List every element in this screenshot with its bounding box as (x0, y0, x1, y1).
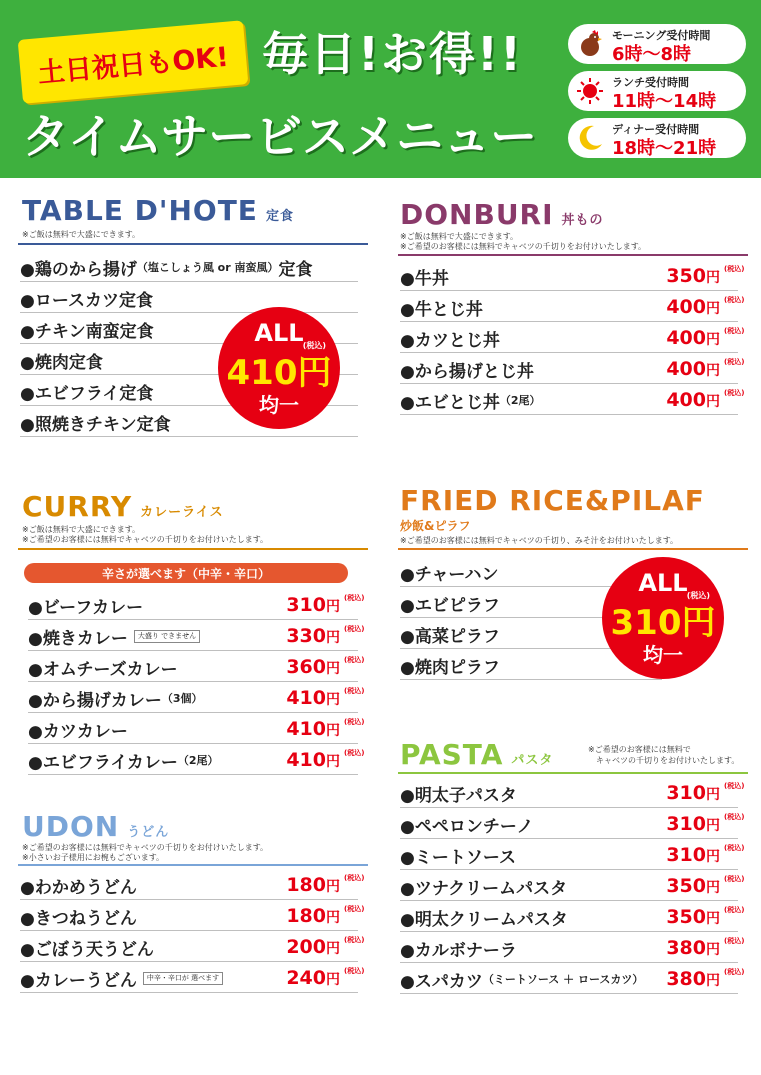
menu-item-name: ●カツカレー (28, 721, 128, 742)
pasta-jp: パスタ (511, 753, 554, 768)
price-yen: 円 (706, 942, 720, 958)
tax-included-note: (税込) (724, 327, 745, 335)
tax-included-note: (税込) (724, 906, 745, 914)
price-value: 400 (666, 327, 706, 349)
badge-all-text: ALL (254, 319, 304, 347)
donburi-menu-row (400, 355, 745, 384)
price-yen: 円 (326, 879, 340, 895)
badge-price-text: 310円 (610, 603, 716, 643)
tax-included-note: (税込) (344, 936, 365, 944)
table-dhote-menu-row (20, 284, 358, 313)
menu-item-name: ●牛とじ丼 (400, 299, 483, 320)
menu-item-name: ●ロースカツ定食 (20, 290, 153, 311)
udon-menu-row (20, 933, 365, 962)
tax-included-note: (税込) (344, 749, 365, 757)
dinner-hours: 18時〜21時 (612, 138, 717, 159)
price-yen: 円 (326, 599, 340, 615)
menu-item-box-note: 中辛・辛口が 選べます (143, 972, 223, 985)
menu-item-name: ●スパカツ (400, 971, 483, 992)
udon-title-text: UDON (22, 810, 120, 843)
price-value: 410 (286, 749, 326, 771)
price-value: 400 (666, 389, 706, 411)
menu-item-price (666, 327, 720, 349)
menu-item-price (286, 874, 340, 896)
pasta-title (400, 738, 553, 771)
moon-icon (574, 122, 606, 154)
menu-item-name: ●オムチーズカレー (28, 659, 178, 680)
donburi-note2: ※ご希望のお客様には無料でキャベツの千切りをお付けいたします。 (400, 242, 647, 251)
curry-menu-row (28, 622, 365, 651)
menu-item-name: ●ツナクリームパスタ (400, 878, 568, 899)
menu-item-price (666, 875, 720, 897)
menu-item-price (286, 967, 340, 989)
menu-item-note: （3個） (161, 692, 203, 705)
donburi-menu-row (400, 262, 745, 291)
menu-item-price (666, 296, 720, 318)
pasta-menu-row (400, 965, 745, 994)
price-yen: 円 (706, 363, 720, 379)
udon-rule (18, 864, 368, 866)
tax-included-note: (税込) (344, 874, 365, 882)
menu-item-name: ●エビフライカレー (28, 752, 178, 773)
menu-item-name: ●カレーうどん (20, 970, 137, 991)
badge-even-text: 均一 (259, 393, 299, 417)
pasta-menu-row (400, 779, 745, 808)
table-dhote-title-text: TABLE D'HOTE (22, 194, 258, 227)
menu-item-name: ●チキン南蛮定食 (20, 321, 154, 342)
tax-included-note: (税込) (724, 358, 745, 366)
tax-included-note: (税込) (724, 813, 745, 821)
menu-item-price (666, 265, 720, 287)
table-dhote-menu-row (20, 253, 358, 282)
badge-price-text: 410円 (226, 353, 332, 393)
price-value: 310 (666, 813, 706, 835)
tax-included-note: (税込) (724, 875, 745, 883)
fried-rice-title: FRIED RICE&PILAF (400, 484, 705, 517)
price-value: 310 (666, 782, 706, 804)
price-yen: 円 (706, 270, 720, 286)
menu-item-price (666, 782, 720, 804)
menu-item-price (286, 936, 340, 958)
table-dhote-title (22, 194, 294, 227)
menu-item-name: ●から揚げカレー (28, 690, 162, 711)
badge-all-text: ALL (638, 569, 688, 597)
morning-hours: 6時〜8時 (612, 44, 692, 65)
price-yen: 円 (326, 723, 340, 739)
menu-item-name: ●焼きカレー (28, 628, 128, 649)
donburi-menu-row (400, 386, 745, 415)
price-value: 350 (666, 906, 706, 928)
pasta-menu-row (400, 872, 745, 901)
menu-item-name: ●ごぼう天うどん (20, 939, 154, 960)
dinner-label: ディナー受付時間 (612, 123, 700, 136)
tax-included-note: (税込) (724, 296, 745, 304)
fried-rice-note: ※ご希望のお客様には無料でキャベツの千切り、みそ汁をお付けいたします。 (400, 536, 679, 545)
price-value: 240 (286, 967, 326, 989)
menu-item-name: ●焼肉定食 (20, 352, 103, 373)
menu-item-price (666, 937, 720, 959)
price-value: 180 (286, 874, 326, 896)
price-yen: 円 (326, 972, 340, 988)
tax-included-note: (税込) (724, 844, 745, 852)
price-value: 310 (666, 844, 706, 866)
tax-included-note: (税込) (344, 656, 365, 664)
table-dhote-jp: 定食 (265, 209, 294, 224)
price-value: 360 (286, 656, 326, 678)
pasta-rule (398, 772, 748, 774)
price-value: 310 (286, 594, 326, 616)
tax-included-note: (税込) (724, 782, 745, 790)
price-yen: 円 (326, 692, 340, 708)
header-title: タイムサービスメニュー (22, 110, 538, 165)
menu-item-name: ●きつねうどん (20, 908, 137, 929)
fried-rice-jp: 炒飯&ピラフ (400, 519, 471, 533)
menu-item-name: ●エビピラフ (400, 595, 500, 616)
price-yen: 円 (706, 818, 720, 834)
curry-note2: ※ご希望のお客様には無料でキャベツの千切りをお付けいたします。 (22, 535, 269, 544)
curry-menu-row (28, 715, 365, 744)
menu-item-price (286, 718, 340, 740)
menu-item-note: （ミートソース ＋ ロースカツ） (482, 973, 644, 986)
menu-item-note: （塩こしょう風 or 南蛮風） (136, 261, 279, 274)
udon-menu-row (20, 964, 365, 993)
menu-item-name: ●わかめうどん (20, 877, 137, 898)
menu-item-price (286, 656, 340, 678)
price-value: 400 (666, 296, 706, 318)
menu-item-name: ●ビーフカレー (28, 597, 144, 618)
curry-menu-row (28, 684, 365, 713)
donburi-rule (398, 254, 748, 256)
menu-item-note: （2尾） (177, 754, 219, 767)
menu-item-name-tail: 定食 (278, 259, 313, 280)
menu-item-price (286, 625, 340, 647)
tax-included-note: (税込) (344, 625, 365, 633)
menu-item-box-note: 大盛り できません (134, 630, 200, 643)
menu-item-name: ●照焼きチキン定食 (20, 414, 171, 435)
udon-jp: うどん (127, 825, 170, 840)
price-yen: 円 (326, 630, 340, 646)
pasta-note1: ※ご希望のお客様には無料で (588, 745, 691, 754)
price-value: 400 (666, 358, 706, 380)
udon-note1: ※ご希望のお客様には無料でキャベツの千切りをお付けいたします。 (22, 843, 269, 852)
price-value: 380 (666, 968, 706, 990)
pasta-menu-row (400, 841, 745, 870)
curry-jp: カレーライス (140, 505, 224, 520)
price-yen: 円 (706, 301, 720, 317)
table-dhote-price-badge (218, 307, 340, 429)
menu-item-price (666, 906, 720, 928)
menu-item-name: ●鶏のから揚げ (20, 259, 137, 280)
pasta-menu-row (400, 903, 745, 932)
tax-included-note: (税込) (724, 389, 745, 397)
menu-item-name: ●焼肉ピラフ (400, 657, 500, 678)
menu-item-name: ●牛丼 (400, 268, 449, 289)
lunch-label: ランチ受付時間 (612, 76, 689, 89)
price-yen: 円 (706, 880, 720, 896)
badge-tax-text: (税込) (302, 341, 326, 350)
spicy-choice-banner: 辛さが選べます（中辛・辛口） (24, 563, 348, 583)
tax-included-note: (税込) (724, 937, 745, 945)
donburi-note1: ※ご飯は無料で大盛にできます。 (400, 232, 519, 241)
donburi-menu-row (400, 324, 745, 353)
udon-note2: ※小さいお子様用にお椀もございます。 (22, 853, 165, 862)
table-dhote-rule (18, 243, 368, 245)
menu-item-name: ●から揚げとじ丼 (400, 361, 534, 382)
morning-label: モーニング受付時間 (612, 29, 711, 42)
menu-item-name: ●高菜ピラフ (400, 626, 500, 647)
tax-included-note: (税込) (344, 594, 365, 602)
price-yen: 円 (706, 973, 720, 989)
menu-item-name: ●チャーハン (400, 564, 499, 585)
pasta-menu-row (400, 810, 745, 839)
pasta-title-text: PASTA (400, 738, 504, 771)
price-yen: 円 (326, 910, 340, 926)
price-value: 350 (666, 875, 706, 897)
menu-item-price (666, 844, 720, 866)
price-yen: 円 (706, 911, 720, 927)
price-yen: 円 (326, 661, 340, 677)
price-yen: 円 (706, 332, 720, 348)
price-value: 200 (286, 936, 326, 958)
morning-time-pill (568, 24, 746, 64)
fried-rice-rule (398, 548, 748, 550)
lunch-hours: 11時〜14時 (612, 91, 717, 112)
menu-item-name: ●カルボナーラ (400, 940, 517, 961)
curry-menu-row (28, 746, 365, 775)
donburi-jp: 丼もの (561, 213, 604, 228)
rooster-icon (574, 28, 606, 60)
tax-included-note: (税込) (724, 265, 745, 273)
dinner-time-pill (568, 118, 746, 158)
lunch-time-pill (568, 71, 746, 111)
price-value: 380 (666, 937, 706, 959)
curry-note1: ※ご飯は無料で大盛にできます。 (22, 525, 141, 534)
udon-title (22, 810, 169, 843)
price-yen: 円 (706, 849, 720, 865)
price-value: 330 (286, 625, 326, 647)
menu-item-price (666, 813, 720, 835)
udon-menu-row (20, 902, 365, 931)
curry-rule (18, 548, 368, 550)
curry-menu-row (28, 591, 365, 620)
price-yen: 円 (706, 787, 720, 803)
tax-included-note: (税込) (344, 967, 365, 975)
header-subtitle: 毎日!お得!! (262, 27, 523, 81)
menu-item-name: ●ミートソース (400, 847, 516, 868)
price-value: 410 (286, 687, 326, 709)
table-dhote-note: ※ご飯は無料で大盛にできます。 (22, 230, 141, 239)
tax-included-note: (税込) (344, 687, 365, 695)
price-value: 350 (666, 265, 706, 287)
menu-item-price (666, 968, 720, 990)
menu-item-name: ●カツとじ丼 (400, 330, 500, 351)
menu-item-note: （2尾） (499, 394, 541, 407)
tax-included-note: (税込) (724, 968, 745, 976)
menu-item-price (286, 687, 340, 709)
badge-tax-text: (税込) (686, 591, 710, 600)
donburi-title (400, 198, 604, 231)
menu-item-price (286, 905, 340, 927)
donburi-menu-row (400, 293, 745, 322)
menu-item-price (666, 389, 720, 411)
menu-item-price (286, 749, 340, 771)
badge-even-text: 均一 (643, 643, 683, 667)
menu-item-name: ●エビとじ丼 (400, 392, 500, 413)
price-yen: 円 (706, 394, 720, 410)
weekend-ok-badge: 土日祝日もOK! (18, 20, 249, 103)
tax-included-note: (税込) (344, 718, 365, 726)
sun-icon (574, 75, 606, 107)
menu-item-name: ●明太クリームパスタ (400, 909, 568, 930)
menu-item-price (666, 358, 720, 380)
curry-menu-row (28, 653, 365, 682)
menu-item-name: ●エビフライ定食 (20, 383, 154, 404)
curry-title-text: CURRY (22, 490, 133, 523)
menu-item-name: ●ペペロンチーノ (400, 816, 534, 837)
pasta-note2: キャベツの千切りをお付けいたします。 (596, 756, 740, 765)
menu-item-price (286, 594, 340, 616)
fried-rice-price-badge (602, 557, 724, 679)
price-value: 410 (286, 718, 326, 740)
donburi-title-text: DONBURI (400, 198, 554, 231)
menu-item-name: ●明太子パスタ (400, 785, 517, 806)
curry-title (22, 490, 224, 523)
header-banner (0, 0, 761, 178)
pasta-menu-row (400, 934, 745, 963)
udon-menu-row (20, 871, 365, 900)
price-yen: 円 (326, 941, 340, 957)
price-value: 180 (286, 905, 326, 927)
tax-included-note: (税込) (344, 905, 365, 913)
price-yen: 円 (326, 754, 340, 770)
